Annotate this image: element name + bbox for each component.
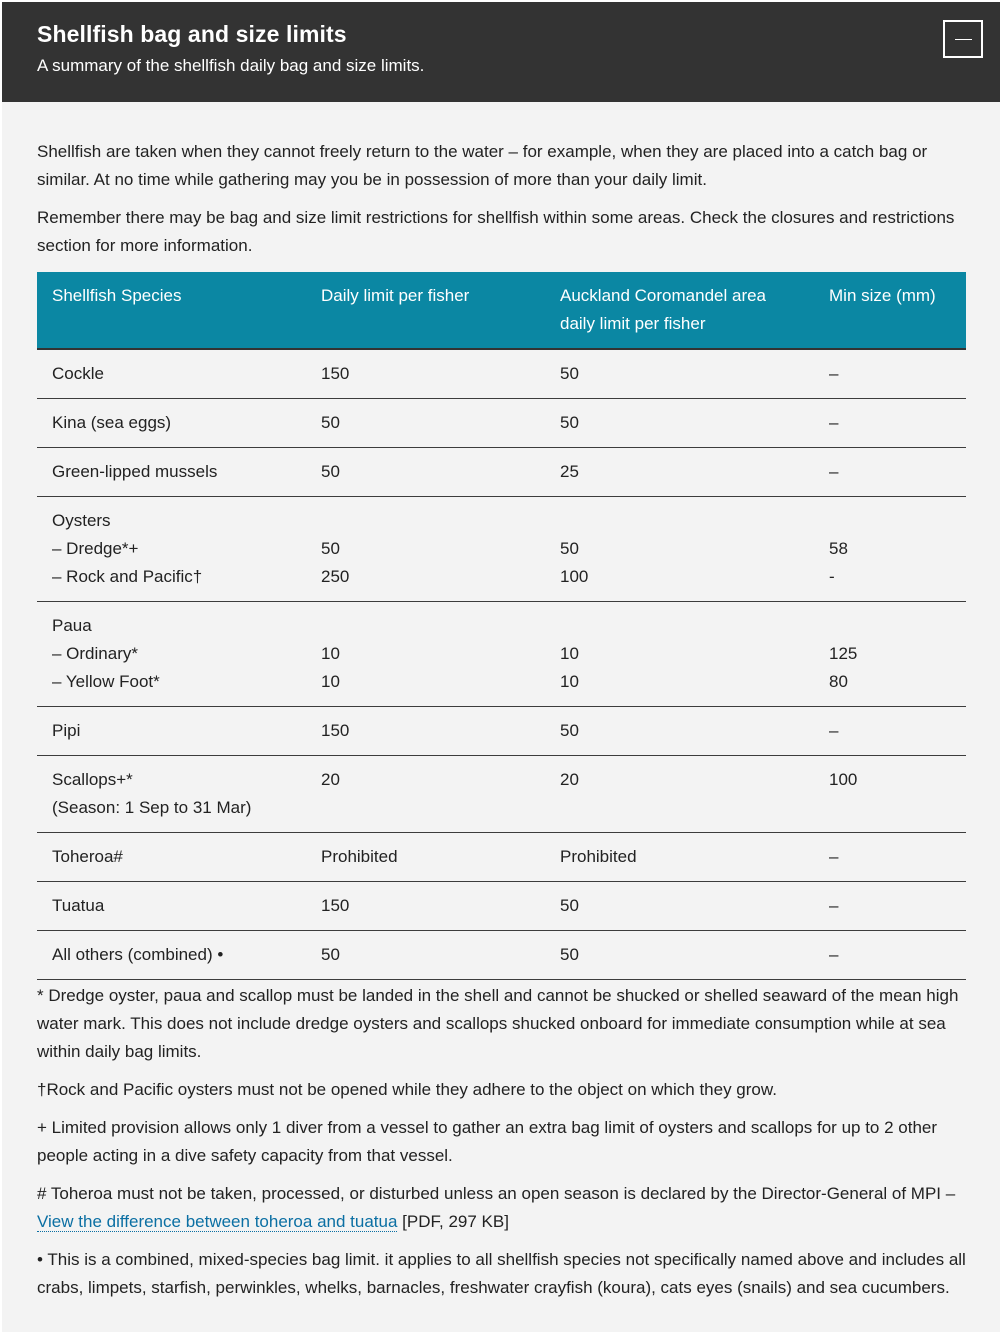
toheroa-tuatua-link[interactable]: View the difference between toheroa and tuatua (37, 1212, 398, 1231)
cell-min-size-line: 58 (829, 539, 848, 558)
cell-species (37, 399, 306, 448)
footnote-toheroa-file: [PDF, 297 KB] (402, 1212, 509, 1231)
table-row (37, 448, 966, 497)
cell-species (37, 882, 306, 931)
cell-min-size (814, 497, 966, 602)
cell-min-size-line: – (829, 462, 839, 481)
cell-daily-limit-line: 50 (321, 539, 340, 558)
header-species: Shellfish Species (37, 272, 306, 349)
panel-header (2, 2, 1000, 102)
cell-min-size-line: 100 (829, 770, 858, 789)
cell-auckland-limit (545, 602, 814, 707)
table-row (37, 349, 966, 399)
cell-min-size (814, 399, 966, 448)
intro-text (37, 138, 968, 260)
cell-daily-limit (306, 349, 545, 399)
cell-daily-limit (306, 602, 545, 707)
cell-auckland-limit-line: 50 (560, 539, 579, 558)
cell-species-line: – Yellow Foot* (52, 672, 160, 691)
cell-auckland-limit-line: 50 (560, 896, 579, 915)
cell-species-line: (Season: 1 Sep to 31 Mar) (52, 798, 252, 817)
cell-min-size-line: – (829, 847, 839, 866)
cell-species-line: Paua (52, 616, 92, 635)
limits-table (37, 272, 966, 980)
cell-auckland-limit (545, 448, 814, 497)
cell-auckland-limit-line (560, 507, 799, 535)
cell-species (37, 707, 306, 756)
cell-auckland-limit-line: 50 (560, 364, 579, 383)
cell-min-size (814, 602, 966, 707)
cell-species-line: Pipi (52, 721, 81, 740)
cell-auckland-limit-line: 25 (560, 462, 579, 481)
cell-daily-limit-line: 50 (321, 413, 340, 432)
cell-daily-limit (306, 756, 545, 833)
cell-species-line: Oysters (52, 511, 111, 530)
cell-min-size-line: – (829, 896, 839, 915)
cell-species (37, 448, 306, 497)
cell-species-line: Tuatua (52, 896, 105, 915)
cell-auckland-limit-line: 100 (560, 567, 589, 586)
cell-min-size (814, 756, 966, 833)
cell-species-line: All others (combined) • (52, 945, 224, 964)
cell-auckland-limit (545, 497, 814, 602)
cell-daily-limit-line: 10 (321, 672, 340, 691)
cell-auckland-limit (545, 399, 814, 448)
cell-min-size (814, 448, 966, 497)
table-row (37, 497, 966, 602)
cell-min-size (814, 882, 966, 931)
cell-daily-limit (306, 833, 545, 882)
cell-min-size-line: – (829, 945, 839, 964)
header-auckland-limit (545, 272, 814, 349)
cell-species (37, 349, 306, 399)
table-body (37, 349, 966, 980)
table-row (37, 399, 966, 448)
cell-auckland-limit (545, 931, 814, 980)
cell-auckland-limit-line: Prohibited (560, 847, 637, 866)
table-row (37, 931, 966, 980)
cell-daily-limit (306, 931, 545, 980)
footnotes (37, 982, 972, 1302)
header-daily-limit: Daily limit per fisher (306, 272, 545, 349)
table-row (37, 833, 966, 882)
cell-daily-limit-line: 150 (321, 364, 350, 383)
cell-daily-limit-line (321, 612, 530, 640)
cell-species (37, 497, 306, 602)
cell-auckland-limit (545, 833, 814, 882)
cell-min-size-line (829, 507, 951, 535)
cell-daily-limit-line: 150 (321, 896, 350, 915)
cell-auckland-limit-line: 10 (560, 644, 579, 663)
cell-auckland-limit-line: 50 (560, 945, 579, 964)
cell-daily-limit (306, 448, 545, 497)
cell-species-line: Toheroa# (52, 847, 123, 866)
cell-min-size-line: 80 (829, 672, 848, 691)
cell-auckland-limit-line: 50 (560, 413, 579, 432)
cell-daily-limit-line: 50 (321, 462, 340, 481)
cell-species-line: – Rock and Pacific† (52, 567, 203, 586)
cell-daily-limit-line: 150 (321, 721, 350, 740)
cell-min-size-line: 125 (829, 644, 858, 663)
cell-auckland-limit-line: 50 (560, 721, 579, 740)
cell-auckland-limit (545, 349, 814, 399)
shellfish-limits-panel (2, 2, 1000, 1332)
table-header-row (37, 272, 966, 349)
cell-min-size (814, 931, 966, 980)
cell-auckland-limit (545, 707, 814, 756)
cell-species (37, 833, 306, 882)
cell-auckland-limit (545, 756, 814, 833)
cell-daily-limit-line: 20 (321, 770, 340, 789)
footnote-toheroa-text: # Toheroa must not be taken, processed, or disturbed unless an open season is declared by the Director-General of MPI – (37, 1184, 956, 1203)
cell-daily-limit (306, 707, 545, 756)
cell-daily-limit-line (321, 507, 530, 535)
footnote-dredge: * Dredge oyster, paua and scallop must be landed in the shell and cannot be shucked or shelled seaward of the mean high water mark. This does not include dredge oysters and scallops shucked onboard for immediate consumption while at sea within daily bag limits. (37, 986, 959, 1061)
cell-min-size (814, 707, 966, 756)
cell-species-line: Green-lipped mussels (52, 462, 218, 481)
minus-icon (955, 39, 972, 40)
collapse-button[interactable] (943, 20, 983, 58)
cell-auckland-limit-line: 10 (560, 672, 579, 691)
table-row (37, 756, 966, 833)
footnote-toheroa (37, 1180, 972, 1236)
cell-min-size (814, 833, 966, 882)
table-row (37, 707, 966, 756)
cell-species-line: Cockle (52, 364, 104, 383)
cell-daily-limit (306, 399, 545, 448)
cell-min-size-line: – (829, 364, 839, 383)
cell-daily-limit-line: 10 (321, 644, 340, 663)
cell-species-line: – Ordinary* (52, 644, 138, 663)
cell-daily-limit (306, 497, 545, 602)
cell-min-size-line: - (829, 567, 835, 586)
cell-species (37, 931, 306, 980)
footnote-rock-pacific: †Rock and Pacific oysters must not be opened while they adhere to the object on which they grow. (37, 1080, 777, 1099)
header-auckland-line-1: Auckland Coromandel area (560, 286, 767, 305)
cell-daily-limit-line: 50 (321, 945, 340, 964)
intro-paragraph-1: Shellfish are taken when they cannot freely return to the water – for example, when they are placed into a catch bag or similar. At no time while gathering may you be in possession of more than your daily limit. (37, 142, 928, 189)
header-auckland-line-2: daily limit per fisher (560, 314, 706, 333)
cell-daily-limit (306, 882, 545, 931)
table-row (37, 882, 966, 931)
cell-auckland-limit-line (560, 612, 799, 640)
cell-species-line: Scallops+* (52, 770, 133, 789)
cell-min-size-line: – (829, 721, 839, 740)
footnote-combined: • This is a combined, mixed-species bag limit. it applies to all shellfish species not specifically named above and includes all crabs, limpets, starfish, perwinkles, whelks, barnacles, freshwater crayfish (koura), cats eyes (snails) and sea cucumbers. (37, 1250, 966, 1297)
cell-min-size-line: – (829, 413, 839, 432)
cell-species (37, 756, 306, 833)
table-row (37, 602, 966, 707)
cell-auckland-limit-line: 20 (560, 770, 579, 789)
cell-species-line: Kina (sea eggs) (52, 413, 172, 432)
cell-min-size-line (829, 612, 951, 640)
intro-paragraph-2: Remember there may be bag and size limit restrictions for shellfish within some areas. Check the closures and restrictions section for more information. (37, 208, 955, 255)
footnote-diver: + Limited provision allows only 1 diver from a vessel to gather an extra bag limit of oysters and scallops for up to 2 other people acting in a dive safety capacity from that vessel. (37, 1118, 938, 1165)
cell-species-line: – Dredge*+ (52, 539, 139, 558)
panel-title: Shellfish bag and size limits (37, 21, 347, 47)
cell-species (37, 602, 306, 707)
cell-min-size (814, 349, 966, 399)
cell-daily-limit-line: 250 (321, 567, 350, 586)
cell-auckland-limit (545, 882, 814, 931)
panel-subtitle: A summary of the shellfish daily bag and size limits. (37, 56, 425, 75)
cell-daily-limit-line: Prohibited (321, 847, 398, 866)
header-min-size: Min size (mm) (814, 272, 966, 349)
